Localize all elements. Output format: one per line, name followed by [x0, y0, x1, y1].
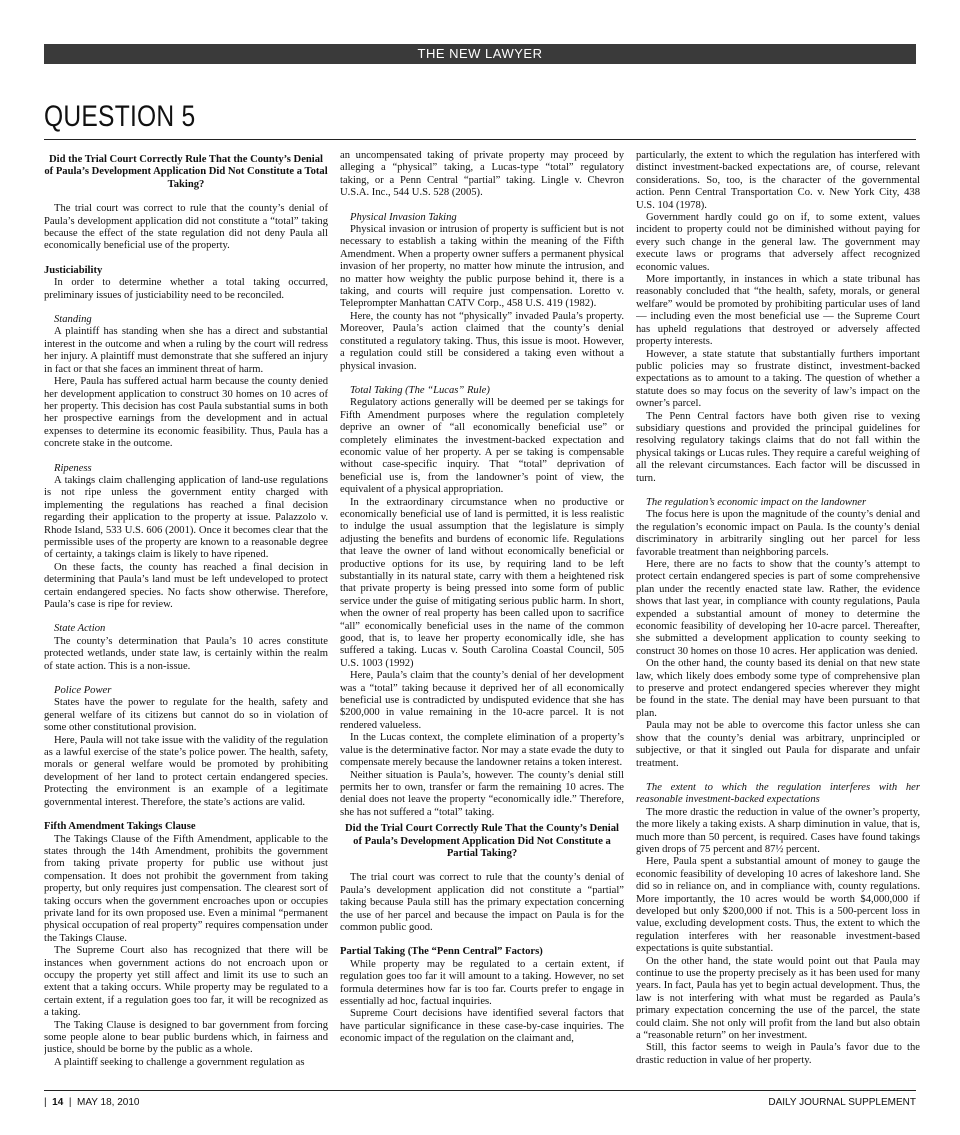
italic-subheading: The regulation’s economic impact on the landowner — [646, 496, 867, 508]
paragraph: Here, there are no facts to show that the county’s attempt to protect certain endangered species is part of some comprehensive plan under the recently enacted state law. Rather, the evidence shows that last year, in compliance with county regulations, Paula expended a substantial amount of money to determine the economic feasibility of developing her 10-acre parcel. Thereafter, she submitted a development application to county seeking to construct 30 homes on those 10 acres. Her application was denied. — [636, 559, 920, 657]
paragraph: In the extraordinary circumstance when no productive or economically beneficial use of land is permitted, it is less realistic to indulge the usual assumption that the legislature is simply adjusting the benefits and burdens of economic life. Regulations that leave the owner of land without economically beneficial or productive options for its use, by requiring land to be left substantially in its natural state, carry with them a heightened risk that private property is being pressed into some form of public service under the guise of mitigating serious public harm. In short, when the owner of real property has been called upon to sacrifice “all” economically beneficial uses in the name of the common good, that is, to leave her property economically idle, she has suffered a taking. Lucas v. South Carolina Coastal Council, 505 U.S. 1003 (1992) — [340, 496, 624, 669]
italic-subheading: Ripeness — [54, 462, 92, 474]
italic-subheading: Total Taking (The “Lucas” Rule) — [350, 384, 490, 396]
paragraph: Here, Paula spent a substantial amount of money to gauge the economic feasibility of developing 10 acres of lakeshore land. She did so in reliance on, and in compliance with, county regulations. More importantly, the 10 acres would be worth $4,000,000 if developed but only $200,000 if not. This is a 500-percent loss in value, excluding development costs. Thus, the extent to which the regulation interferes with her reasonable investment-based expectations is quite substantial. — [636, 856, 920, 955]
paragraph: The Penn Central factors have both given rise to vexing subsidiary questions and provided the principal guidelines for resolving regulatory takings claims that do not fall within the physical takings or Lucas rules. They require a careful weighing of all the relevant circumstances. Each factor will be discussed in turn. — [636, 410, 920, 484]
footer-left — [44, 1097, 139, 1108]
subheading: Partial Taking (The “Penn Central” Factors) — [340, 946, 543, 958]
subheading: Justiciability — [44, 264, 103, 276]
publication-name: DAILY JOURNAL SUPPLEMENT — [768, 1097, 916, 1108]
italic-subheading: State Action — [54, 623, 106, 635]
paragraph: States have the power to regulate for the health, safety and general welfare of its citizens but cannot do so in violation of some other constitutional provision. — [44, 697, 328, 734]
section-heading: Did the Trial Court Correctly Rule That the County’s Denial of Paula’s Development Application Did Not Constitute a Partial Taking? — [345, 823, 619, 859]
section-heading: Did the Trial Court Correctly Rule That the County’s Denial of Paula’s Development Application Did Not Constitute a Total Taking? — [44, 154, 328, 190]
issue-date: MAY 18, 2010 — [77, 1097, 140, 1108]
paragraph: The Supreme Court also has recognized that there will be instances when government actions do not encroach upon or occupy the property yet still affect and limit its use to such an extent that a taking occurs. While property may be regulated to a certain extent, if a regulation goes too far, it will be recognized as a taking. — [44, 945, 328, 1019]
section-banner: THE NEW LAWYER — [44, 44, 916, 64]
column-1 — [44, 150, 328, 1075]
footer-separator: | — [44, 1097, 47, 1108]
column-2 — [340, 150, 624, 1075]
footer-separator: | — [68, 1097, 72, 1108]
paragraph: A takings claim challenging application of land-use regulations is not ripe unless the government entity charged with implementing the regulations has reached a final decision regarding their application to the property at issue. Palazzolo v. Rhode Island, 533 U.S. 606 (2001). Once it becomes clear that the permissible uses of the property are known to a reasonable degree of certainty, a takings claim is likely to have ripened. — [44, 474, 328, 561]
paragraph: Here, Paula’s claim that the county’s denial of her development was a “total” taking because it deprived her of all economically beneficial use is contradicted by undisputed evidence that she has $200,000 in value remaining in the 10-acre parcel. It is not rendered valueless. — [340, 670, 624, 731]
paragraph: Still, this factor seems to weigh in Paula’s favor due to the drastic reduction in value of her property. — [636, 1042, 920, 1066]
paragraph: The trial court was correct to rule that the county’s denial of Paula’s development application did not constitute a “partial” taking because Paula still has the primary expectation concerning the use of her parcel and because the impact on Paula is for the common public good. — [340, 872, 624, 933]
paragraph: On the other hand, the state would point out that Paula may continue to use the property precisely as it has been used for many years. In fact, Paula has yet to begin actual development. Thus, the law is not interfering with what must be regarded as Paula’s primary expectation concerning the use of the parcel, the state could claim. She not only will profit from the land but also obtain a “reasonable return” on her investment. — [636, 955, 920, 1042]
paragraph: Here, Paula has suffered actual harm because the county denied her development application to construct 30 homes on 10 acres of her property. This decision has cost Paula substantial sums in both her prospective earnings from the development and in actual expenses to determine its economic feasibility. Thus, Paula has a concrete stake in the outcome. — [44, 376, 328, 450]
paragraph: The more drastic the reduction in value of the owner’s property, the more likely a taking exists. A sharp diminution in value, that is, much more than 50 percent, is required. Cases have found takings given drops of 75 percent and 87½ percent. — [636, 806, 920, 855]
paragraph: More importantly, in instances in which a state tribunal has reasonably concluded that “the health, safety, morals, or general welfare” would be promoted by prohibiting particular uses of land — including even the most beneficial use — the Supreme Court has upheld regulations that destroyed or adversely affected property interests. — [636, 274, 920, 348]
paragraph: The Takings Clause of the Fifth Amendment, applicable to the states through the 14th Amendment, prohibits the government from taking private property for public use without just compensation. It does not prohibit the government from taking property, but only requires just compensation. The clearest sort of taking occurs when the government encroaches upon or occupies private land for its own proposed use. Even a minimal “permanent physical occupation of real property” requires compensation under the Takings Clause. — [44, 833, 328, 944]
paragraph: Here, the county has not “physically” invaded Paula’s property. Moreover, Paula’s action claimed that the county’s denial constituted a regulatory taking. Thus, this issue is moot. However, a regulation could still be considered a taking even without a physical invasion. — [340, 310, 624, 372]
paragraph: Here, Paula will not take issue with the validity of the regulation as a lawful exercise of the state’s police power. The health, safety, morals or general welfare would be promoted by prohibiting development of her land to protect certain endangered species. Protecting the environment is an example of a legitimate governmental interest. Therefore, the state’s actions are valid. — [44, 734, 328, 808]
paragraph: On these facts, the county has reached a final decision in determining that Paula’s land must be left undeveloped to protect certain endangered species. No facts show otherwise. Therefore, Paula’s case is ripe for review. — [44, 561, 328, 610]
paragraph: The focus here is upon the magnitude of the county’s denial and the regulation’s economic impact on Paula. Is the county’s denial discriminatory in arbitrarily singling out her parcel for less favorable treatment than neighboring parcels. — [636, 509, 920, 558]
column-3 — [636, 150, 920, 1075]
italic-subheading: The extent to which the regulation interferes with her reasonable investment-backed expectations — [636, 781, 920, 806]
paragraph: Supreme Court decisions have identified several factors that have particular significance in these case-by-case inquiries. The economic impact of the regulation on the claimant and, — [340, 1008, 624, 1045]
paragraph: However, a state statute that substantially furthers important public policies may so frustrate distinct, investment-backed expectations as to amount to a taking. The question of whether a statute does so may focus on the severity of law’s impact on the owner’s parcel. — [636, 348, 920, 410]
italic-subheading: Standing — [54, 314, 92, 326]
paragraph: Government hardly could go on if, to some extent, values incident to property could not be diminished without paying for every such change in the general law. The government may execute laws or programs that adversely affect recognized economic values. — [636, 212, 920, 273]
paragraph: A plaintiff seeking to challenge a government regulation as — [54, 1056, 305, 1068]
paragraph: an uncompensated taking of private property may proceed by alleging a “physical” taking, a Lucas-type “total” regulatory taking, or a Penn Central “partial” taking. Lingle v. Chevron U.S.A. Inc., 544 U.S. 528 (2005). — [340, 150, 624, 199]
paragraph: In the Lucas context, the complete elimination of a property’s value is the determinative factor. Nor may a state evade the duty to compensate merely because the landowner retains a token interest. — [340, 732, 624, 769]
paragraph: Paula may not be able to overcome this factor unless she can show that the county’s denial was arbitrary, unprincipled or subjective, or that it singled out Paula for disparate and unfair treatment. — [636, 720, 920, 769]
paragraph: The county’s determination that Paula’s 10 acres constitute protected wetlands, under state law, is certainly within the realm of state action. This is a non-issue. — [44, 635, 328, 672]
paragraph: Regulatory actions generally will be deemed per se takings for Fifth Amendment purposes where the regulation completely deprive an owner of “all economically beneficial use” or completely eliminates the investment-backed expectation and economic value of her property. A per se taking is compensable without case-specific inquiry. That “total” deprivation of beneficial use is, from the landowner’s point of view, the equivalent of a physical appropriation. — [340, 397, 624, 496]
paragraph: On the other hand, the county based its denial on that new state law, which likely does embody some type of comprehensive plan to preserve and protect endangered species wherever they might be found in the state. The denial may have been pursuant to that plan. — [636, 658, 920, 719]
paragraph: particularly, the extent to which the regulation has interfered with distinct investment-backed expectations are, of course, relevant considerations. So, too, is the character of the governmental action. Penn Central Transportation Co. v. New York City, 438 U.S. 104 (1978). — [636, 150, 920, 211]
page-number: 14 — [52, 1097, 64, 1108]
paragraph: In order to determine whether a total taking occurred, preliminary issues of justiciability need to be reconciled. — [44, 277, 328, 301]
page-title: QUESTION 5 — [44, 100, 196, 133]
paragraph: While property may be regulated to a certain extent, if regulation goes too far it will amount to a taking. However, no set formula determines how far is too far. Courts prefer to engage in essentially ad hoc, factual inquiries. — [340, 958, 624, 1007]
subheading: Fifth Amendment Takings Clause — [44, 821, 196, 833]
paragraph: A plaintiff has standing when she has a direct and substantial interest in the outcome and when a ruling by the court will redress her injury. A plaintiff must demonstrate that she suffered an injury in fact or that she faces an imminent threat of harm. — [44, 326, 328, 375]
italic-subheading: Physical Invasion Taking — [350, 211, 457, 223]
paragraph: Physical invasion or intrusion of property is sufficient but is not necessary to establish a taking within the meaning of the Fifth Amendment. When a property owner suffers a permanent physical invasion of her property, no matter how minute the intrusion, and no matter how weighty the public purpose behind it, there is a taking, and courts will require just compensation. Loretto v. Teleprompter Manhattan CATV Corp., 458 U.S. 419 (1982). — [340, 224, 624, 310]
paragraph: The trial court was correct to rule that the county’s denial of Paula’s development application did not constitute a “total” taking because the effect of the state regulation did not deny Paula all economically beneficial use of the property. — [44, 203, 328, 252]
paragraph: Neither situation is Paula’s, however. The county’s denial still permits her to own, transfer or farm the remaining 10 acres. The denial does not leave the property “economically idle.” Therefore, she has not suffered a “total” taking. — [340, 769, 624, 818]
paragraph: The Taking Clause is designed to bar government from forcing some people alone to bear public burdens which, in fairness and justice, should be borne by the public as a whole. — [44, 1019, 328, 1056]
italic-subheading: Police Power — [54, 685, 112, 697]
footer-rule — [44, 1090, 916, 1091]
title-rule — [44, 139, 916, 140]
